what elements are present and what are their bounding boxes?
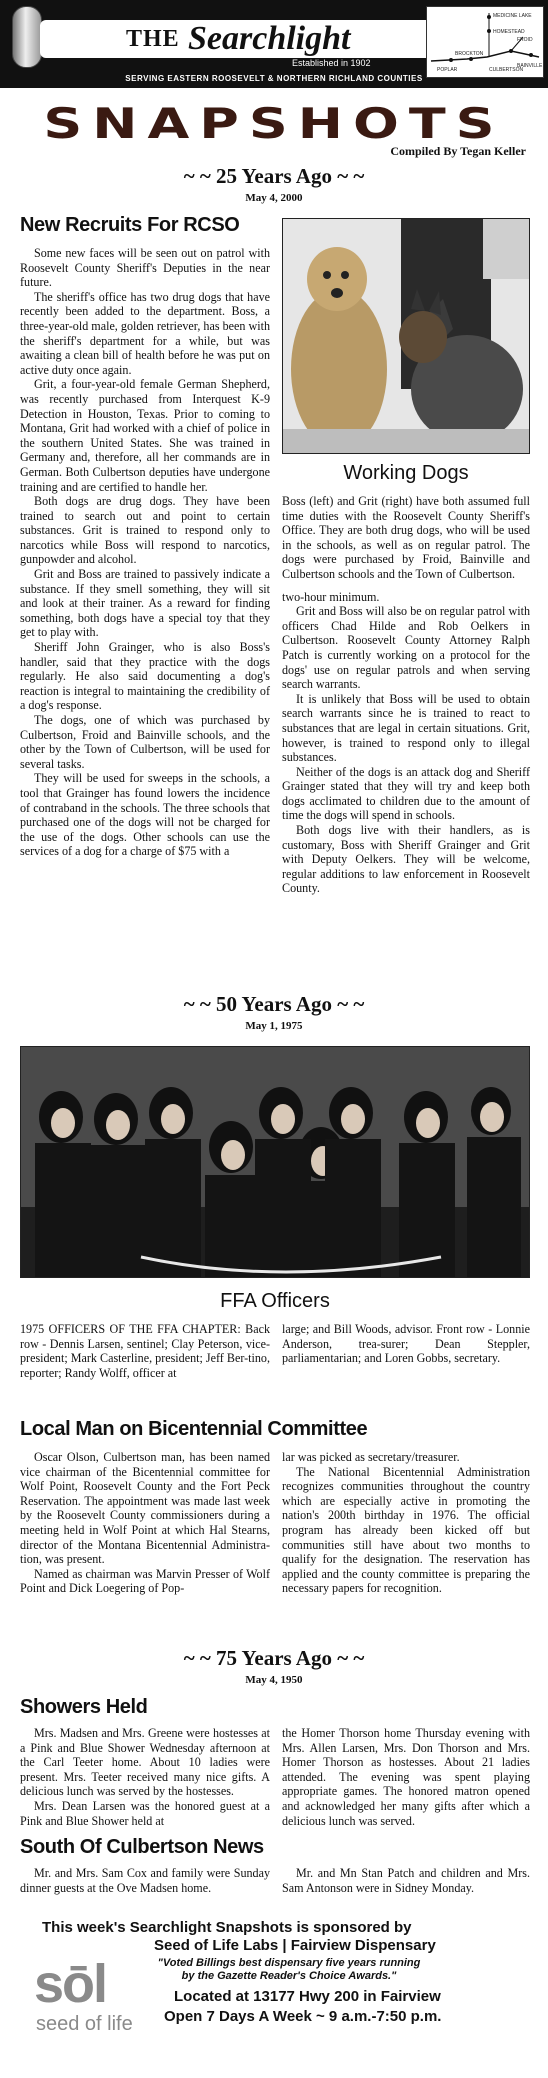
era-date-75: May 4, 1950 [245,1674,303,1686]
map-label: MEDICINE LAKE [493,13,532,19]
paragraph: It is unlikely that Boss will be used to obtain search warrants since he is trained to react to substances that are legal in certain situations. Grit, however, is trained to respond only to illegal substances. [282,691,530,765]
headline-south-culbertson: South Of Culbertson News [20,1836,264,1858]
paragraph: Neither of the dogs is an attack dog and Sheriff Grainger stated that they will try and keep both dogs acclimated to children due to the amount of time the dogs will spend in schools. [282,764,530,823]
working-dogs-photo [282,218,530,454]
paragraph: Some new faces will be seen out on patrol with Roosevelt County Sheriff's Deputies in the near future. [20,246,270,290]
paragraph: Both dogs are drug dogs. They have been trained to search out and point to certain substances. Grit is trained to respond only to narcotics while Boss will respond to narcotics, gunpowder and alcohol. [20,494,270,567]
map-label: HOMESTEAD [493,29,525,35]
map-label: POPLAR [437,67,458,73]
era-heading-25: ~ ~ 25 Years Ago ~ ~ [183,164,365,188]
seed-of-life-tagline: seed of life [36,2013,133,2035]
map-label: BAINVILLE [517,63,543,69]
paragraph: Grit, a four-year-old female German Shepherd, was recently purchased from Interquest K-9 Detection in Houston, Texas. Prior to coming to Montana, Grit had worked with a chief of police in the southern United States. She was trained in Germany and, therefore, all her commands are in German. Both Culbertson deputies have undergone training and are certified to handle her. [20,377,270,494]
sponsor-hours: Open 7 Days A Week ~ 9 a.m.-7:50 p.m. [164,2008,442,2025]
era-date-50: May 1, 1975 [245,1020,303,1032]
ffa-caption-text: large; and Bill Woods, advisor. Front row - Lonnie Anderson, trea-surer; Dean Steppler, parliamentarian; and Loren Gobbs, secretary. [282,1322,530,1366]
serving-tagline: SERVING EASTERN ROOSEVELT & NORTHERN RICHLAND COUNTIES [125,74,423,83]
paragraph: The dogs, one of which was purchased by Culbertson, Froid and Bainville schools, and the other by the Town of Culbertson, will be used for several tasks. [20,713,270,771]
showers-col-1 [20,1726,270,1828]
paragraph: Mr. and Mn Stan Patch and children and Mrs. Sam Antonson were in Sidney Monday. [282,1866,530,1895]
map-label: CULBERTSON [489,67,524,73]
bicentennial-col-2 [282,1450,530,1596]
paragraph: the Homer Thorson home Thursday evening with Mrs. Allen Larsen, Mrs. Don Thorson and Mrs. Homer Thorson as hostesses. About 21 ladies attended. The evening was spent playing appropriate games. The honored matron opened and acknowledged her many gifts after which a delicious lunch was served. [282,1726,530,1828]
paragraph: Oscar Olson, Culbertson man, has been named vice chairman of the Bicentennial committee for Wolf Point, Roosevelt County and the Fort Peck Reservation. The appointment was made last week by the Roosevelt County commissioners during a meeting held in Wolf Point at which Hal Stearns, director of the Montana Bicentennial Administra-tion, was present. [20,1450,270,1567]
paragraph: Mrs. Madsen and Mrs. Greene were hostesses at a Pink and Blue Shower Wednesday afternoon at the Carl Teeter home. About 10 ladies were present. Mrs. Teeter received many nice gifts. A delicious lunch was served by the hostesses. [20,1726,270,1799]
headline-showers: Showers Held [20,1696,148,1718]
paragraph: Grit and Boss are trained to passively indicate a substance. If they smell something, they will sit and look at their trainer. As a reward for finding something, both dogs have a special toy that they get to play with. [20,567,270,640]
article-col-1 [20,246,270,976]
bicentennial-col-1 [20,1450,270,1596]
headline-bicentennial: Local Man on Bicentennial Committee [20,1418,368,1440]
paragraph: Grit and Boss will also be on regular patrol with officers Chad Hilde and Rob Oelkers in Culbertson. Roosevelt County Attorney Ralph Patch is currently working on a protocol for the dogs' use on regular patrols and when serving search warrants. [282,604,530,692]
era-heading-75: ~ ~ 75 Years Ago ~ ~ [183,1646,365,1670]
south-col-1 [20,1866,270,1895]
sponsor-quote: "Voted Billings best dispensary five years running by the Gazette Reader's Choice Awards." [157,1957,421,1982]
dogs-illustration [283,219,530,454]
sponsor-name: Seed of Life Labs | Fairview Dispensary [154,1937,436,1954]
south-col-2 [282,1866,530,1895]
ffa-caption-text: 1975 OFFICERS OF THE FFA CHAPTER: Back row - Dennis Larsen, sentinel; Clay Peterson, vice-president; Mark Casterline, president; Jeff Ber-tino, reporter; Randy Wolff, officer at [20,1322,270,1380]
section-masthead: SNAPSHOTS [43,98,505,149]
paragraph: Both dogs live with their handlers, as is customary, Boss with Sheriff Grainger and Grit with Deputy Oelkers. They will be welcome, regular additions to law enforcement in Roosevelt County. [282,823,530,896]
brand-name: Searchlight [188,20,351,57]
photo-caption-text: Boss (left) and Grit (right) have both assumed full time duties with the Roosevelt County Sheriff's Office. They are both drug dogs, who will be used in the schools, as well as on regular patrol. The dogs were purchased by Froid, Bainville and Culbertson schools and the Town of Culbertson. [282,494,530,581]
paragraph: two-hour minimum. [282,589,380,604]
paragraph: The National Bicentennial Administration recognizes communities throughout the country which are especially active in promoting the nation's 200th birthday in 1976. The official program has already been kicked off but communities still have about two months to qualify for the designation. The reservation has applied and the county committee is preparing the necessary papers for recognition. [282,1464,530,1596]
paragraph: lar was picked as secretary/treasurer. [282,1450,460,1464]
paragraph: Sheriff John Grainger, who is also Boss's handler, said that they practice with the dogs regularly. He also said documenting a dog's reaction is integral to maintaining the credibility of a dog's response. [20,640,270,713]
brand-the: THE [126,26,180,52]
paragraph: Mr. and Mrs. Sam Cox and family were Sunday dinner guests at the Ove Madsen home. [20,1866,270,1895]
ffa-caption-col-2 [282,1322,530,1366]
era-date-25: May 4, 2000 [245,192,303,204]
masthead-banner [0,0,548,88]
showers-col-2 [282,1726,530,1828]
sponsor-ad [14,1915,534,2071]
coverage-map [426,6,544,78]
ffa-officers-photo [20,1046,530,1278]
paragraph: Named as chairman was Marvin Presser of Wolf Point and Dick Loegering of Pop- [20,1566,270,1596]
paragraph: The sheriff's office has two drug dogs that have recently been added to the department. Boss, a three-year-old male, golden retriever, has been with the sheriff's department for a while, but was awaiting a clean bill of health before he was put on active duty once again. [20,289,270,377]
sponsor-location: Located at 13177 Hwy 200 in Fairview [174,1988,441,2005]
byline: Compiled By Tegan Keller [390,144,526,158]
photo-caption-title: FFA Officers [220,1290,330,1312]
seed-of-life-logo: sōl [34,1954,107,2014]
ffa-caption-col-1 [20,1322,270,1380]
era-heading-50: ~ ~ 50 Years Ago ~ ~ [183,992,365,1016]
headline-rcso: New Recruits For RCSO [20,214,240,236]
sponsor-intro: This week's Searchlight Snapshots is sponsored by [42,1919,412,1936]
searchlight-lamp-icon [12,6,42,68]
paragraph: They will be used for sweeps in the schools, a tool that Grainger has found lowers the incidence of contraband in the schools. The three schools that purchased one of the dogs will not be charged for the use of the dogs. Other schools can use the services of a dog for a charge of $75 with a [20,771,270,859]
established-label: Established in 1902 [292,58,371,68]
article-col-2 [282,494,530,984]
ffa-group-illustration [21,1047,530,1278]
map-label: FROID [517,37,533,43]
photo-caption-title: Working Dogs [343,462,469,484]
paragraph: Mrs. Dean Larsen was the honored guest at a Pink and Blue Shower held at [20,1798,270,1828]
map-label: BROCKTON [455,51,484,57]
